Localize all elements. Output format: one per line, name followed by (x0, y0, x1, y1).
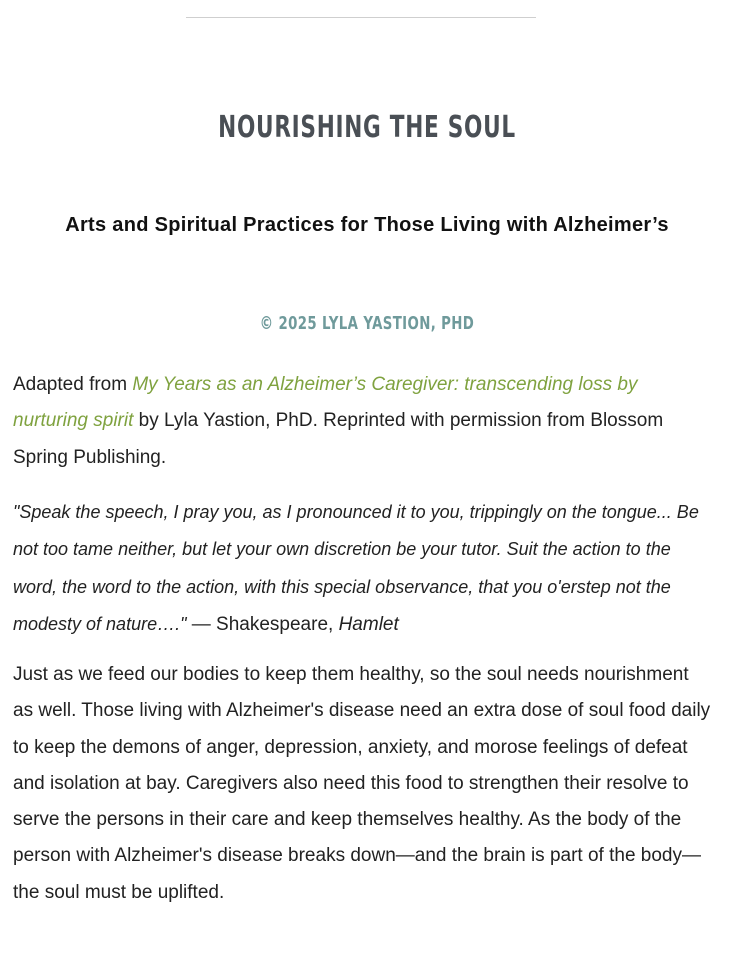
book-title-link[interactable]: My Years as an Alzheimer’s Caregiver: transcending loss by nurturing spirit (13, 374, 638, 432)
copyright-line: © 2025 LYLA YASTION, PHD (259, 313, 475, 334)
quote-work: Hamlet (338, 613, 399, 635)
adapted-suffix: by Lyla Yastion, PhD. Reprinted with permission from Blossom Spring Publishing. (13, 410, 664, 468)
quote-attribution: — Shakespeare, (186, 613, 339, 635)
top-divider (186, 17, 536, 18)
adapted-prefix: Adapted from (13, 374, 133, 395)
body-paragraph: Just as we feed our bodies to keep them healthy, so the soul needs nourishment as well. Those living with Alzheimer's disease need an extra dose of soul food daily to keep the demons of anger, depression, anxiety, and morose feelings of defeat and isolation at bay. Caregivers also need this food to strengthen their resolve to serve the persons in their care and keep themselves healthy. As the body of the person with Alzheimer's disease breaks down—and the brain is part of the body—the soul must be uplifted. (13, 664, 711, 903)
shakespeare-quote (13, 494, 713, 643)
page-title: NOURISHING THE SOUL (218, 110, 516, 145)
page-subtitle: Arts and Spiritual Practices for Those Living with Alzheimer’s (65, 214, 669, 236)
adapted-paragraph (13, 367, 713, 476)
quote-text: "Speak the speech, I pray you, as I pronounced it to you, trippingly on the tongue... Be not too tame neither, but let your own discretion be your tutor. Suit the action to the word, the word to the action, with this special observance, that you o'erstep not the modesty of nature…." (13, 502, 699, 634)
